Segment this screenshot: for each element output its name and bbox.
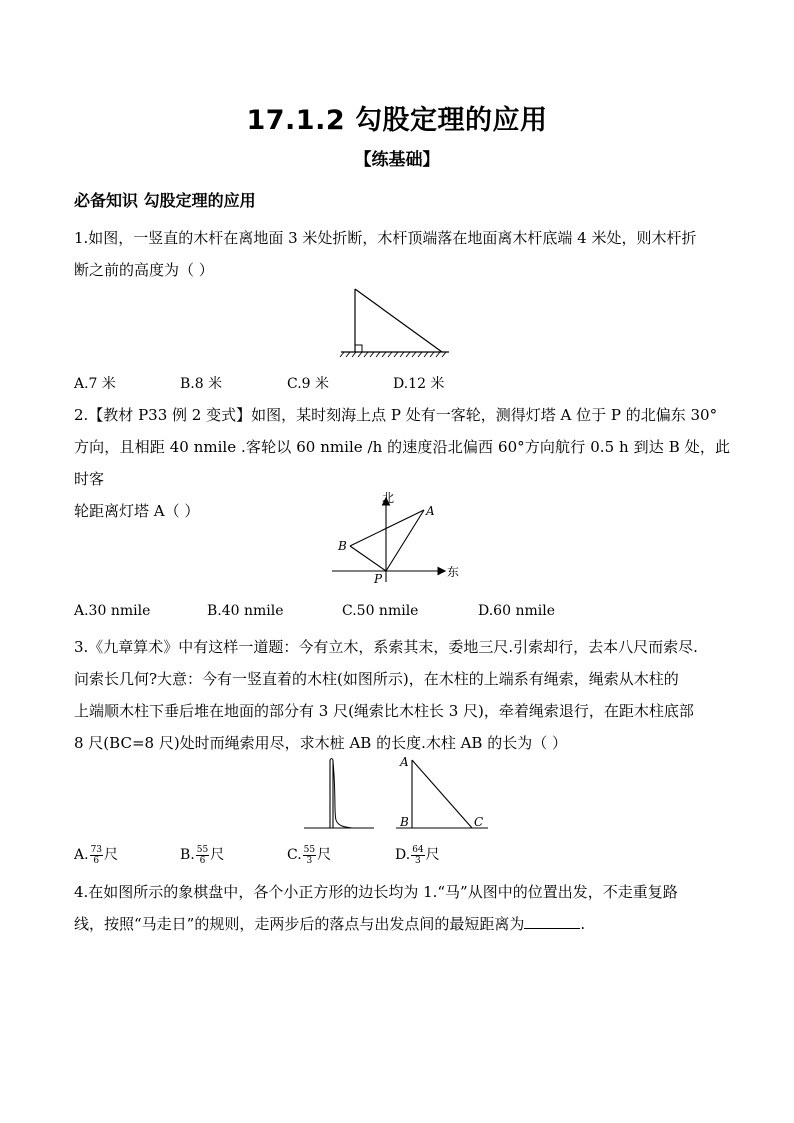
q3-option-d-denominator: 3	[415, 855, 421, 866]
q3-text-line-2: 问索长几何?大意：今有一竖直着的木柱(如图所示)，在木柱的上端系有绳索，绳索从木柱的	[74, 670, 679, 688]
question-3	[74, 631, 730, 759]
q3-option-a-fraction	[90, 845, 103, 866]
q3-option-a-prefix: A.	[74, 847, 89, 863]
label-b: B	[338, 539, 347, 553]
section-heading: 必备知识 勾股定理的应用	[74, 191, 256, 210]
segment-pb	[350, 546, 386, 571]
q1-option-d: D.12 米	[393, 376, 445, 392]
q3-option-a-denominator: 6	[93, 855, 100, 866]
q3-text-line-4: 8 尺(BC=8 尺)处时而绳索用尽，求木桩 AB 的长度.木柱 AB 的长为（ ）	[74, 734, 567, 752]
q3-option-b	[180, 844, 224, 866]
q3-option-c-denominator: 3	[306, 855, 313, 866]
q3-figure-triangle	[392, 752, 492, 832]
q2-option-a: A.30 nmile	[74, 603, 151, 619]
q4-text-end: .	[580, 915, 586, 933]
label-a: A	[426, 504, 435, 518]
q3-option-c-fraction	[303, 845, 316, 866]
page-subtitle: 【练基础】	[354, 150, 440, 170]
q3-text-line-1: 3.《九章算术》中有这样一道题：今有立木，系索其末，委地三尺.引索却行，去本八尺而索尽.	[74, 638, 698, 656]
label-east: 东	[447, 565, 460, 579]
q4-text-line-2: 线，按照“马走日”的规则，走两步后的落点与出发点间的最短距离为	[74, 915, 525, 933]
q3-option-d-fraction	[411, 845, 424, 866]
q3-option-b-prefix: B.	[180, 847, 195, 863]
q2-option-b: B.40 nmile	[207, 603, 284, 619]
q3-option-d-unit: 尺	[425, 847, 440, 863]
q3-option-b-denominator: 6	[199, 855, 206, 866]
q3-text-line-3: 上端顺木柱下垂后堆在地面的部分有 3 尺(绳索比木柱长 3 尺)，牵着绳索退行，在距木柱底部	[74, 702, 694, 720]
question-1	[74, 222, 730, 286]
q2-option-d: D.60 nmile	[478, 603, 555, 619]
q3-option-d	[395, 844, 440, 866]
label-p: P	[374, 572, 383, 586]
label-c: C	[474, 815, 484, 829]
segment-ac	[412, 760, 472, 828]
q3-option-a-numerator: 73	[90, 844, 103, 855]
question-4	[74, 876, 730, 940]
q2-text-line-3: 轮距离灯塔 A（ ）	[74, 502, 200, 520]
q1-text-line-2: 断之前的高度为（ ）	[74, 261, 214, 279]
post-top	[330, 759, 333, 761]
label-b: B	[400, 815, 409, 829]
answer-blank[interactable]	[524, 914, 580, 929]
q3-option-d-prefix: D.	[395, 847, 411, 863]
q1-text-line-1: 1.如图，一竖直的木杆在离地面 3 米处折断，木杆顶端落在地面离木杆底端 4 米处，则木杆折	[74, 229, 697, 247]
q3-option-b-fraction	[196, 845, 209, 866]
q2-figure-bearing	[326, 488, 466, 586]
q3-option-c-unit: 尺	[317, 847, 332, 863]
q3-option-b-unit: 尺	[210, 847, 225, 863]
q4-text-line-2-wrapper	[74, 908, 730, 940]
q2-text-line-2: 方向，且相距 40 nmile .客轮以 60 nmile /h 的速度沿北偏西 60°方向航行 0.5 h 到达 B 处，此时客	[74, 438, 730, 488]
q3-option-c	[287, 844, 331, 866]
q4-text-line-1: 4.在如图所示的象棋盘中，各个小正方形的边长均为 1.“马”从图中的位置出发，不走重复路	[74, 883, 678, 901]
q1-option-b: B.8 米	[180, 376, 223, 392]
label-north: 北	[382, 491, 395, 505]
q1-figure-broken-pole	[336, 286, 460, 360]
q3-option-a-unit: 尺	[104, 847, 119, 863]
label-a: A	[400, 755, 409, 769]
q2-option-c: C.50 nmile	[342, 603, 419, 619]
q2-text-line-1: 2.【教材 P33 例 2 变式】如图，某时刻海上点 P 处有一客轮，测得灯塔 A 位于 P 的北偏东 30°	[74, 406, 718, 424]
q1-option-c: C.9 米	[287, 376, 330, 392]
page-title: 17.1.2 勾股定理的应用	[246, 105, 548, 136]
rope-curve	[333, 762, 352, 828]
q3-option-d-numerator: 64	[412, 844, 424, 855]
q3-option-a	[74, 844, 118, 866]
q1-option-a: A.7 米	[74, 376, 116, 392]
right-angle-mark	[355, 345, 362, 352]
ground-hatching	[340, 352, 446, 357]
q3-option-c-prefix: C.	[287, 847, 302, 863]
q3-option-c-numerator: 55	[303, 844, 316, 855]
broken-top-line	[355, 289, 442, 352]
q3-option-b-numerator: 55	[196, 844, 209, 855]
q3-figure-post-with-rope	[300, 752, 390, 832]
